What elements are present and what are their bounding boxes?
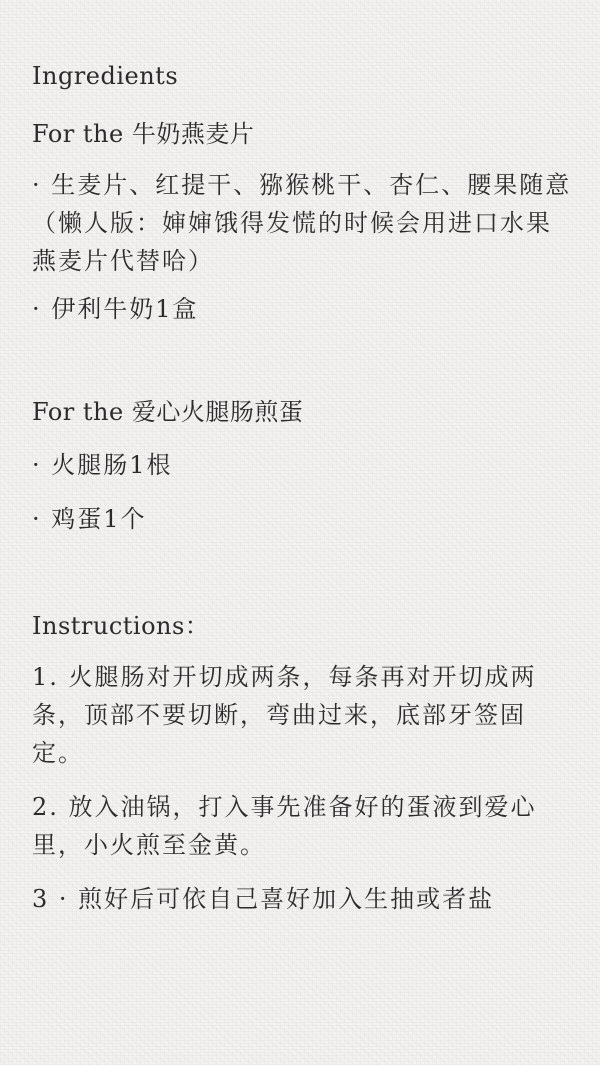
ham-egg-section-heading: For the 爱心火腿肠煎蛋 [32,398,304,426]
ham-egg-ingredient-item: · 鸡蛋1个 [32,505,147,533]
instruction-step: 2. 放入油锅，打入事先准备好的蛋液到爱心里，小火煎至金黄。 [32,793,537,859]
oat-ingredient-item: · 伊利牛奶1盒 [32,295,199,323]
oat-section-heading: For the 牛奶燕麦片 [32,120,255,148]
oat-ingredient-item: · 生麦片、红提干、猕猴桃干、杏仁、腰果随意（懒人版：婶婶饿得发慌的时候会用进口水果燕麦片代替哈） [32,171,572,275]
instructions-heading: Instructions： [32,612,210,640]
instruction-step: 3 · 煎好后可依自己喜好加入生抽或者盐 [32,885,495,913]
ingredients-heading: Ingredients [32,62,179,90]
instruction-step: 1. 火腿肠对开切成两条，每条再对开切成两条，顶部不要切断，弯曲过来，底部牙签固定。 [32,663,537,767]
ham-egg-ingredient-item: · 火腿肠1根 [32,451,173,479]
